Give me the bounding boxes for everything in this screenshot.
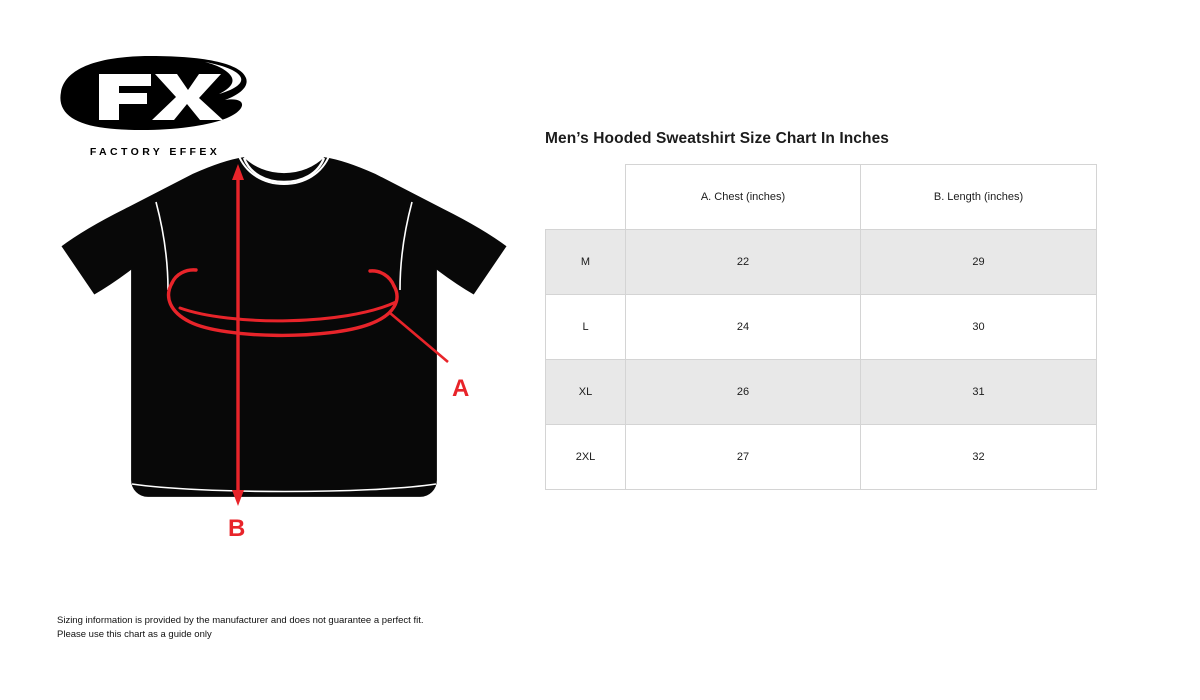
- row-size: 2XL: [546, 425, 626, 490]
- tshirt-illustration: [60, 150, 520, 560]
- row-length: 29: [861, 230, 1097, 295]
- table-row: [546, 230, 1097, 295]
- brand-logo: [55, 48, 250, 158]
- table-row: [546, 425, 1097, 490]
- fx-logo-icon: [55, 48, 250, 140]
- row-length: 31: [861, 360, 1097, 425]
- length-label: B: [228, 515, 246, 542]
- row-length: 32: [861, 425, 1097, 490]
- row-chest: 27: [626, 425, 861, 490]
- garment-diagram: [60, 150, 520, 560]
- row-chest: 22: [626, 230, 861, 295]
- column-header-length: B. Length (inches): [861, 165, 1097, 230]
- row-size: XL: [546, 360, 626, 425]
- table-row: [546, 295, 1097, 360]
- disclaimer-line-1: Sizing information is provided by the manufacturer and does not guarantee a perfect fit.: [57, 615, 424, 626]
- table-header-row: [546, 165, 1097, 230]
- tshirt-shape: [60, 154, 508, 498]
- brand-wordmark: FACTORY EFFEX: [89, 146, 221, 158]
- disclaimer: [57, 614, 424, 642]
- disclaimer-line-2: Please use this chart as a guide only: [57, 629, 212, 640]
- row-length: 30: [861, 295, 1097, 360]
- size-chart-panel: [545, 130, 1100, 490]
- row-size: M: [546, 230, 626, 295]
- row-size: L: [546, 295, 626, 360]
- row-chest: 26: [626, 360, 861, 425]
- chest-label: A: [452, 375, 470, 402]
- page-title: Men’s Hooded Sweatshirt Size Chart In Inches: [545, 130, 890, 147]
- table-corner-cell: [546, 165, 626, 230]
- column-header-chest: A. Chest (inches): [626, 165, 861, 230]
- size-chart-table: [545, 164, 1097, 490]
- row-chest: 24: [626, 295, 861, 360]
- table-row: [546, 360, 1097, 425]
